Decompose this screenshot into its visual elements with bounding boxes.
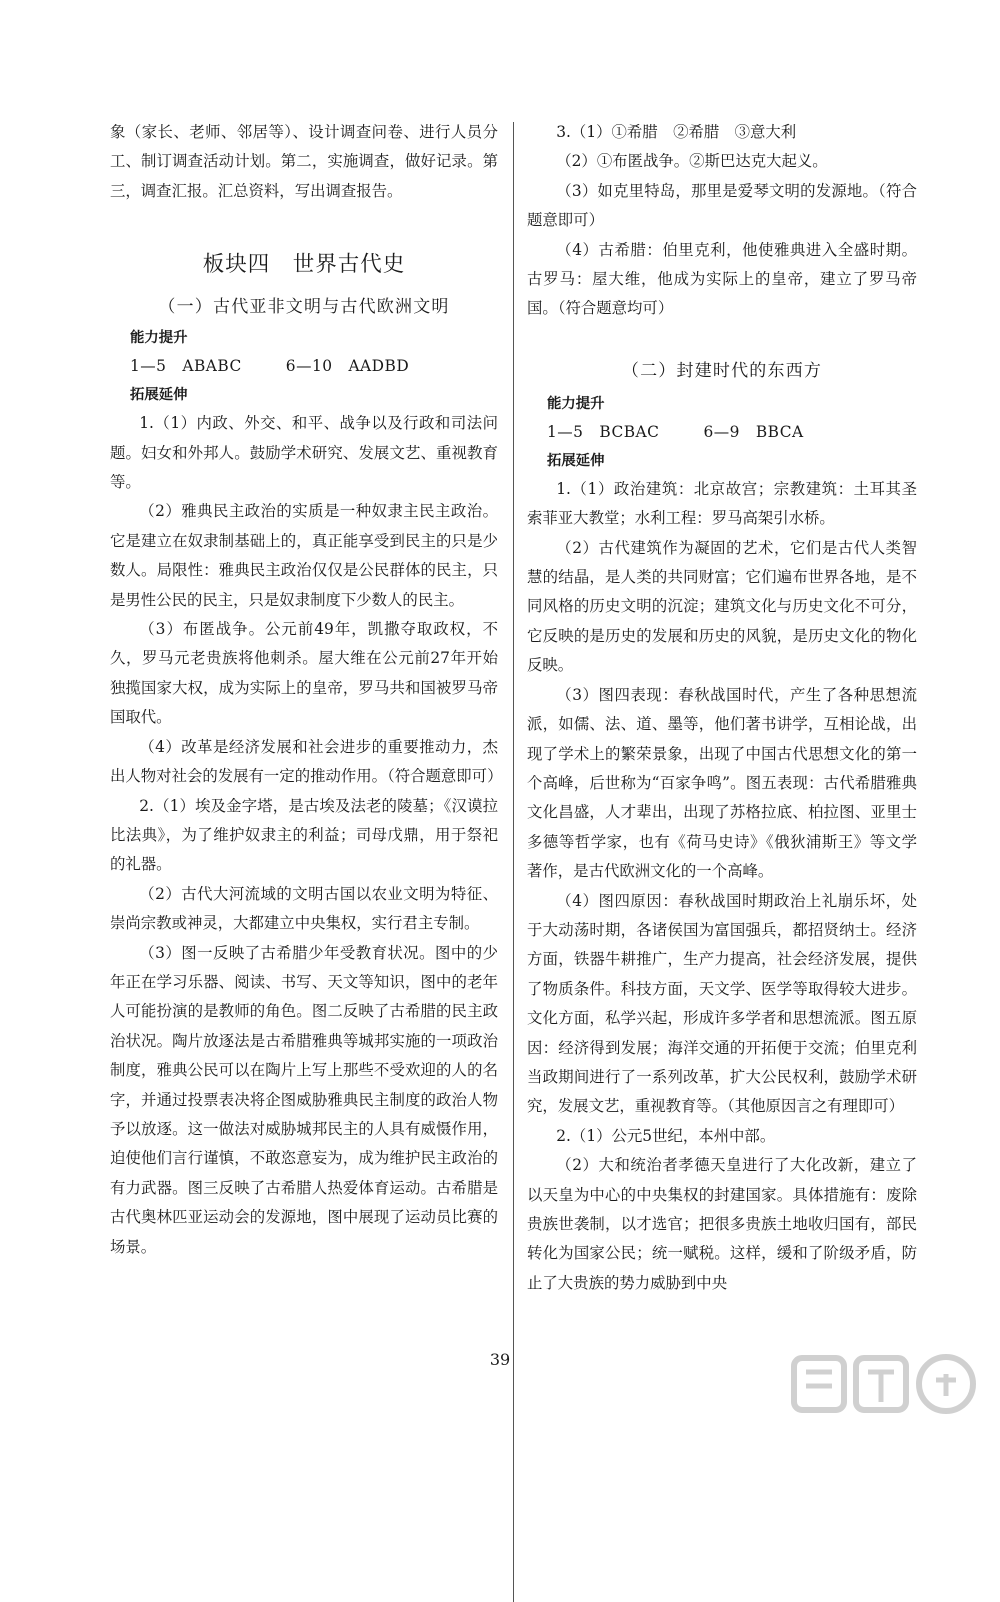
answer-paragraph: （2）古代大河流域的文明古国以农业文明为特征、崇尚宗教或神灵，大都建立中央集权，实行君主专制。 <box>110 884 498 933</box>
answer-paragraph: （4）古希腊：伯里克利，他使雅典进入全盛时期。古罗马：屋大维，他成为实际上的皇帝，建立了罗马帝国。（符合题意均可） <box>527 240 917 318</box>
intro-paragraph: 象（家长、老师、邻居等）、设计调查问卷、进行人员分工、制订调查活动计划。第二，实施调查，做好记录。第三，调查汇报。汇总资料，写出调查报告。 <box>110 123 498 200</box>
ability-label: 能力提升 <box>130 330 188 347</box>
answer-paragraph: （3）图四表现：春秋战国时代，产生了各种思想流派，如儒、法、道、墨等，他们著书讲学，互相论战，出现了学术上的繁荣景象，出现了中国古代思想文化的第一个高峰，后世称为“百家争鸣”。图五表现：古代希腊雅典文化昌盛，人才辈出，出现了苏格拉底、柏拉图、亚里士多德等哲学家，也有《荷马史诗》《俄狄浦斯王》等文学著作，是古代欧洲文化的一个高峰。 <box>527 685 917 881</box>
part-title: 板块四 世界古代史 <box>202 252 406 278</box>
answer-paragraph: （3）图一反映了古希腊少年受教育状况。图中的少年正在学习乐器、阅读、书写、天文等知识，图中的老年人可能扮演的是教师的角色。图二反映了古希腊的民主政治状况。陶片放逐法是古希腊雅典等城邦实施的一项政治制度，雅典公民可以在陶片上写上那些不受欢迎的人的名字，并通过投票表决将企图威胁雅典民主制度的政治人物予以放逐。这一做法对威胁城邦民主的人具有威慑作用，迫使他们言行谨慎，不敢恣意妄为，成为维护民主政治的有力武器。图三反映了古希腊人热爱体育运动。古希腊是古代奥林匹亚运动会的发源地，图中展现了运动员比赛的场景。 <box>110 943 498 1256</box>
answer-paragraph: （4）图四原因：春秋战国时期政治上礼崩乐坏，处于大动荡时期，各诸侯国为富国强兵，都招贤纳士。经济方面，铁器牛耕推广，生产力提高，社会经济发展，提供了物质条件。科技方面，天文学、医学等取得较大进步。文化方面，私学兴起，形成许多学者和思想流派。图五原因：经济得到发展；海洋交通的开拓便于交流；伯里克利当政期间进行了一系列改革，扩大公民权利，鼓励学术研究，发展文艺，重视教育等。（其他原因言之有理即可） <box>527 891 917 1116</box>
mc-answers-a: 1—5 ABABC <box>130 357 242 376</box>
section-title-2: （二）封建时代的东西方 <box>621 360 823 381</box>
answer-paragraph: 3.（1）①希腊 ②希腊 ③意大利 <box>556 123 797 141</box>
answer-paragraph: （3）布匿战争。公元前49年，凯撒夺取政权，不久，罗马元老贵族将他刺杀。屋大维在公元前27年开始独揽国家大权，成为实际上的皇帝，罗马共和国被罗马帝国取代。 <box>110 620 498 727</box>
multiple-choice-answers <box>130 352 498 381</box>
answer-paragraph: （2）雅典民主政治的实质是一种奴隶主民主政治。它是建立在奴隶制基础上的，真正能享受到民主的只是少数人。局限性：雅典民主政治仅仅是公民群体的民主，只是男性公民的民主，只是奴隶制度下少数人的民主。 <box>110 502 498 609</box>
answer-paragraph: 1.（1）政治建筑：北京故宫；宗教建筑：土耳其圣索菲亚大教堂；水利工程：罗马高架引水桥。 <box>527 479 917 528</box>
answer-paragraph: （2）大和统治者孝德天皇进行了大化改新，建立了以天皇为中心的中央集权的封建国家。具体措施有：废除贵族世袭制，以才选官；把很多贵族土地收归国有，部民转化为国家公民；统一赋税。这样，缓和了阶级矛盾，防止了大贵族的势力威胁到中央 <box>527 1156 917 1292</box>
multiple-choice-answers <box>547 418 917 447</box>
left-column <box>110 118 503 1262</box>
ability-label: 能力提升 <box>547 395 605 412</box>
extension-label: 拓展延伸 <box>130 387 188 404</box>
answer-paragraph: 2.（1）埃及金字塔，是古埃及法老的陵墓；《汉谟拉比法典》，为了维护奴隶主的利益；司母戊鼎，用于祭祀的礼器。 <box>110 796 498 874</box>
answer-paragraph: （4）改革是经济发展和社会进步的重要推动力，杰出人物对社会的发展有一定的推动作用。（符合题意即可） <box>110 737 503 786</box>
page-number: 39 <box>489 1350 511 1369</box>
mc-answers-b: 6—10 AADBD <box>285 357 410 376</box>
answer-paragraph: 2.（1）公元5世纪，本州中部。 <box>556 1126 776 1145</box>
answer-paragraph: （2）古代建筑作为凝固的艺术，它们是古代人类智慧的结晶，是人类的共同财富；它们遍布世界各地，是不同风格的历史文明的沉淀；建筑文化与历史文化不可分，它反映的是历史的发展和历史的风貌，是历史文化的物化反映。 <box>527 538 917 675</box>
answer-paragraph: （2）①布匿战争。②斯巴达克大起义。 <box>556 152 828 171</box>
answer-paragraph: 1.（1）内政、外交、和平、战争以及行政和司法问题。妇女和外邦人。鼓励学术研究、发展文艺、重视教育等。 <box>110 414 498 492</box>
extension-label: 拓展延伸 <box>547 452 605 469</box>
watermark-logo-icon <box>790 1352 980 1464</box>
section-title-1: （一）古代亚非文明与古代欧洲文明 <box>158 297 450 318</box>
mc-answers-a: 1—5 BCBAC <box>547 422 660 441</box>
right-column <box>527 118 917 1298</box>
column-divider <box>513 122 514 1602</box>
answer-paragraph: （3）如克里特岛，那里是爱琴文明的发源地。（符合题意即可） <box>527 181 917 230</box>
mc-answers-b: 6—9 BBCA <box>703 422 804 441</box>
